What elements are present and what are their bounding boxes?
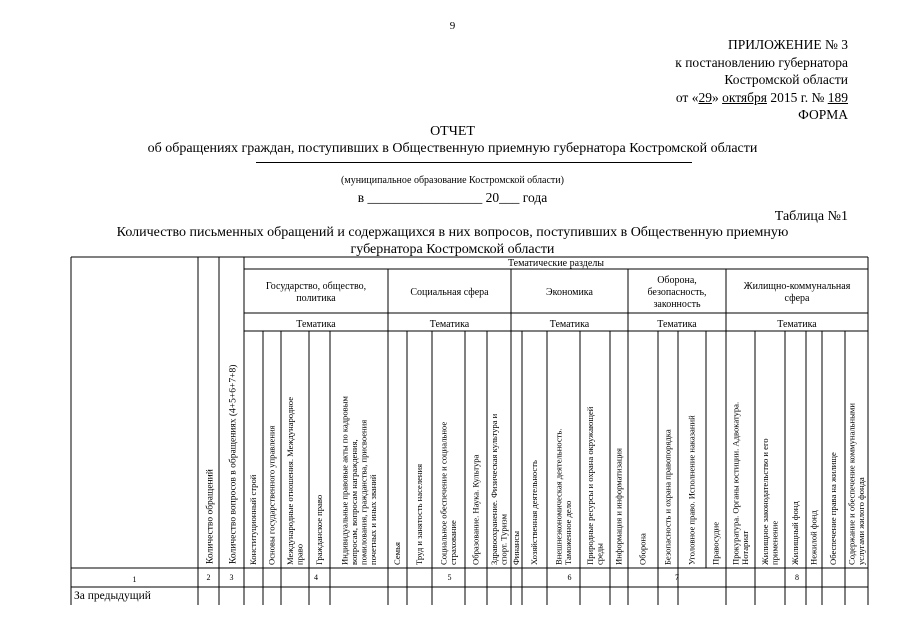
- topic-header: применение: [769, 520, 780, 565]
- topic-header: Хозяйственная деятельность: [529, 460, 540, 565]
- col-number-2: 2: [206, 573, 211, 582]
- section-title: Государство, общество,: [265, 281, 367, 292]
- topic-header: Уголовное право. Исполнение наказаний: [686, 415, 697, 565]
- section-title: Социальная сфера: [410, 287, 489, 298]
- topic-header: Образование. Наука. Культура: [470, 454, 481, 565]
- topic-header: Обеспечение права на жилище: [828, 452, 839, 565]
- period-line: в _________________ 20___ года: [357, 190, 548, 205]
- section-tematika-label: Тематика: [657, 319, 697, 330]
- date-number: 189: [827, 90, 848, 105]
- topic-header: Содержание и обеспечение коммунальными: [846, 403, 857, 565]
- topic-header: Прокуратура. Органы юстиции. Адвокатура.: [730, 401, 741, 565]
- section-title: политика: [296, 293, 336, 304]
- topic-header: Нотариат: [739, 530, 750, 565]
- table-caption-line2: губернатора Костромской области: [350, 242, 555, 257]
- topic-header: Природные ресурсы и охрана окружающей: [585, 406, 595, 565]
- date-mid2: 2015 г. №: [766, 90, 828, 105]
- topic-header: Жилищный фонд: [790, 501, 801, 565]
- municipality-caption: (муниципальное образование Костромской области): [341, 175, 564, 186]
- section-col-number: 8: [795, 573, 799, 582]
- topic-header: Жилищное законодательство и его: [760, 438, 770, 565]
- topic-header: право: [294, 543, 305, 565]
- section-col-number: 6: [567, 573, 572, 582]
- section-title: сфера: [784, 293, 810, 304]
- topic-header: Международные отношения. Международное: [285, 396, 295, 565]
- col-number-3: 3: [229, 573, 234, 582]
- topic-header: Информация и информатизация: [613, 448, 624, 565]
- topic-header: Правосудие: [710, 521, 721, 565]
- row-label-previous: За предыдущий: [74, 590, 151, 602]
- section-title: Экономика: [546, 287, 593, 298]
- topic-header: Внешнеэкономическая деятельность.: [553, 428, 564, 565]
- section-col-number: 7: [675, 573, 679, 582]
- appendix-title: ПРИЛОЖЕНИЕ № 3: [727, 37, 848, 52]
- topic-header: Конституционный строй: [248, 474, 259, 565]
- section-title: Жилищно-коммунальная: [743, 281, 851, 292]
- topic-header: Финансы: [511, 531, 522, 565]
- topic-header: Гражданское право: [314, 494, 325, 565]
- section-title: безопасность,: [647, 287, 707, 298]
- section-title: законность: [653, 299, 701, 310]
- date-prefix: от «: [675, 90, 699, 105]
- section-col-number: 4: [314, 573, 318, 582]
- date-day: 29: [698, 90, 712, 105]
- page-number: 9: [449, 20, 456, 32]
- topic-header: среды: [594, 543, 605, 565]
- section-tematika-label: Тематика: [296, 319, 336, 330]
- topic-header: помилования, гражданства, присвоения: [358, 419, 369, 565]
- col-number-1: 1: [132, 575, 137, 584]
- topic-header: Социальное обеспечение и социальное: [438, 421, 449, 565]
- topic-header: Семья: [392, 542, 403, 565]
- table-caption-line1: Количество письменных обращений и содержащихся в них вопросов, поступивших в Общественную приемную: [116, 225, 789, 240]
- topic-header: Таможенное дело: [562, 500, 573, 565]
- topic-header: услугами жилого фонда: [855, 477, 866, 565]
- topic-header: страхование: [447, 520, 458, 565]
- section-tematika-label: Тематика: [777, 319, 817, 330]
- topic-header: почетных и иных званий: [367, 474, 378, 565]
- col-questions-header: Количество вопросов в обращениях (4+5+6+7+8): [228, 364, 239, 564]
- topic-header: Труд и занятость населения: [414, 463, 425, 565]
- thematic-header: Тематические разделы: [507, 258, 605, 269]
- report-subtitle: об обращениях граждан, поступивших в Общественную приемную губернатора Костромской области: [147, 141, 758, 156]
- table-number: Таблица №1: [774, 209, 848, 224]
- report-title: ОТЧЕТ: [430, 124, 475, 139]
- topic-header: Здравоохранение. Физическая культура и: [489, 413, 499, 565]
- topic-header: вопросам, вопросам награждения,: [349, 439, 359, 565]
- topic-header: Безопасность и охрана правопорядка: [662, 429, 673, 565]
- topic-header: Нежилой фонд: [808, 510, 819, 565]
- section-col-number: 5: [447, 573, 452, 582]
- form-label: ФОРМА: [798, 107, 848, 122]
- section-tematika-label: Тематика: [549, 319, 590, 330]
- topic-header: Индивидуальные правовые акты по кадровым: [339, 396, 350, 565]
- appendix-resolution: к постановлению губернатора: [675, 55, 848, 70]
- topic-header: Оборона: [637, 533, 648, 565]
- appendix-region: Костромской области: [724, 72, 848, 87]
- topic-header: Основы государственного управления: [266, 425, 277, 565]
- topic-header: спорт. Туризм: [498, 513, 509, 565]
- date-mid1: »: [711, 90, 723, 105]
- section-tematika-label: Тематика: [429, 319, 470, 330]
- date-month: октября: [722, 90, 767, 105]
- section-title: Оборона,: [657, 275, 697, 286]
- col-appeals-header: Количество обращений: [205, 469, 216, 564]
